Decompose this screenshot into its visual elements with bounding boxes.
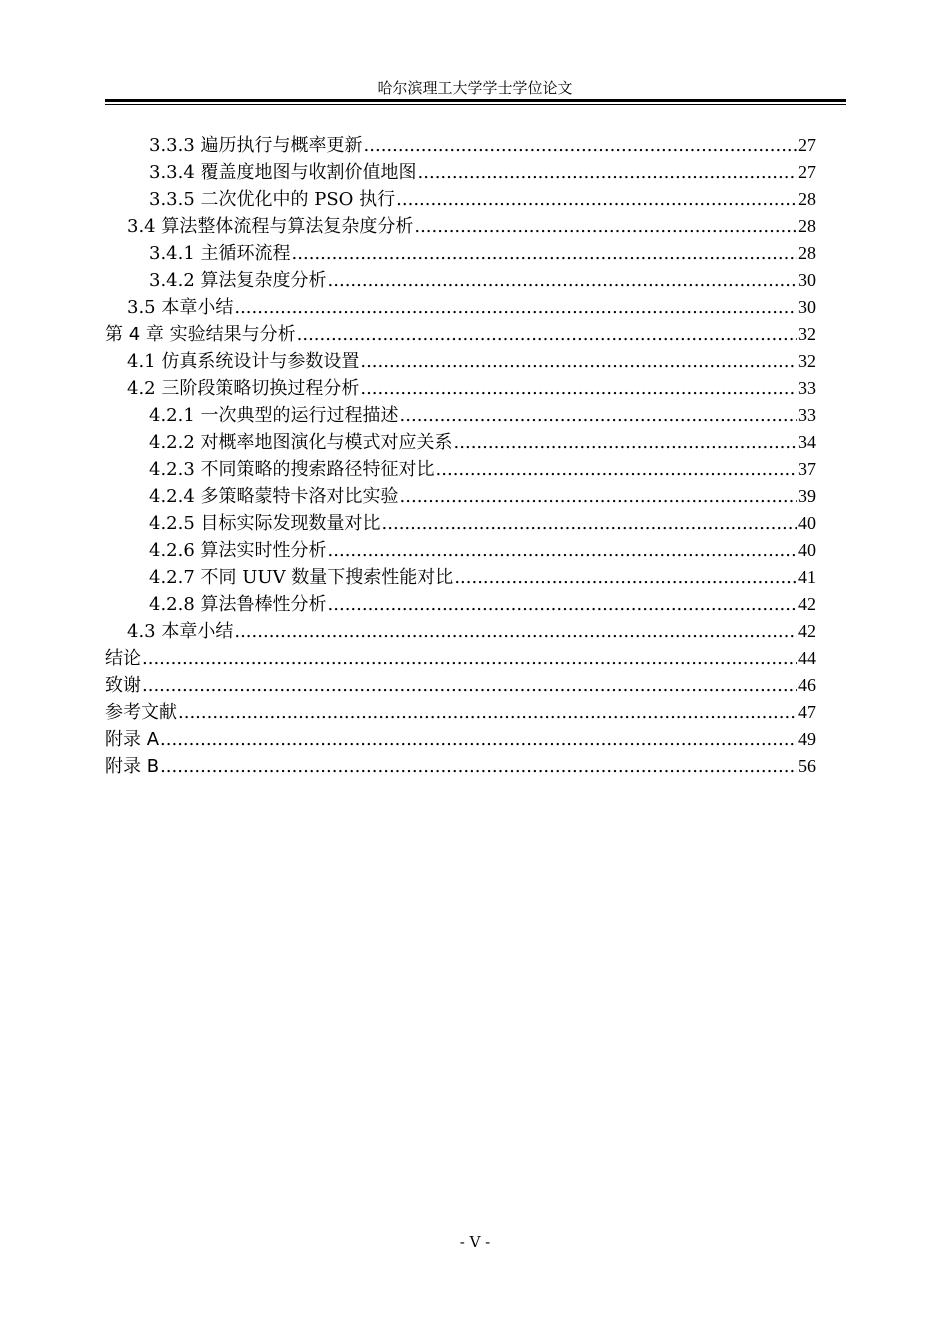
toc-dot-leader (292, 240, 797, 267)
toc-entry-title: 4.2.4 多策略蒙特卡洛对比实验 (149, 486, 399, 507)
toc-entry-title: 3.3.5 二次优化中的 PSO 执行 (149, 189, 396, 210)
toc-entry-title: 3.3.4 覆盖度地图与收割价值地图 (149, 162, 417, 183)
toc-entry[interactable] (105, 159, 816, 186)
toc-entry-title: 4.2.2 对概率地图演化与模式对应关系 (149, 432, 453, 453)
toc-entry-title: 3.4.1 主循环流程 (149, 243, 291, 264)
toc-dot-leader (360, 375, 797, 402)
toc-dot-leader (400, 483, 797, 510)
page-header: 哈尔滨理工大学学士学位论文 (377, 79, 573, 97)
toc-dot-leader (178, 699, 797, 726)
toc-entry[interactable] (105, 483, 816, 510)
toc-entry-page: 32 (798, 324, 816, 344)
toc-entry-title: 3.4.2 算法复杂度分析 (149, 270, 327, 291)
toc-dot-leader (396, 186, 797, 213)
toc-dot-leader (160, 726, 797, 753)
toc-entry-page: 33 (798, 378, 816, 398)
toc-entry[interactable] (105, 726, 816, 753)
toc-dot-leader (360, 348, 797, 375)
toc-dot-leader (328, 591, 797, 618)
toc-entry-page: 28 (798, 243, 816, 263)
toc-dot-leader (297, 321, 797, 348)
toc-entry-page: 34 (798, 432, 816, 452)
toc-entry[interactable] (105, 348, 816, 375)
toc-entry-page: 44 (798, 648, 816, 668)
toc-entry-title: 3.5 本章小结 (127, 297, 234, 318)
toc-entry[interactable] (105, 510, 816, 537)
toc-entry-title: 致谢 (105, 675, 141, 696)
toc-entry-title: 4.2.8 算法鲁棒性分析 (149, 594, 327, 615)
toc-entry-title: 参考文献 (105, 702, 177, 723)
toc-entry-page: 42 (798, 621, 816, 641)
toc-entry-title: 附录 B (105, 756, 160, 777)
toc-entry-title: 4.2.3 不同策略的搜索路径特征对比 (149, 459, 435, 480)
toc-entry[interactable] (105, 456, 816, 483)
toc-entry[interactable] (105, 213, 816, 240)
toc-entry-page: 39 (798, 486, 816, 506)
header-rule-thick (105, 99, 846, 102)
toc-entry[interactable] (105, 537, 816, 564)
toc-dot-leader (328, 267, 797, 294)
toc-entry[interactable] (105, 132, 816, 159)
toc-entry-title: 结论 (105, 648, 141, 669)
toc-entry-page: 30 (798, 297, 816, 317)
toc-entry[interactable] (105, 240, 816, 267)
toc-entry-title: 4.2 三阶段策略切换过程分析 (127, 378, 360, 399)
toc-entry[interactable] (105, 402, 816, 429)
toc-entry-title: 4.1 仿真系统设计与参数设置 (127, 351, 360, 372)
toc-entry-page: 40 (798, 513, 816, 533)
toc-entry-page: 47 (798, 702, 816, 722)
toc-entry[interactable] (105, 375, 816, 402)
toc-entry-title: 附录 A (105, 729, 160, 750)
toc-entry-page: 28 (798, 189, 816, 209)
toc-entry-page: 30 (798, 270, 816, 290)
toc-dot-leader (418, 159, 797, 186)
toc-dot-leader (400, 402, 797, 429)
toc-entry[interactable] (105, 645, 816, 672)
toc-entry-page: 27 (798, 162, 816, 182)
toc-entry-page: 33 (798, 405, 816, 425)
toc-entry-title: 4.2.1 一次典型的运行过程描述 (149, 405, 399, 426)
toc-entry-page: 28 (798, 216, 816, 236)
toc-entry[interactable] (105, 591, 816, 618)
toc-dot-leader (364, 132, 797, 159)
toc-dot-leader (142, 645, 797, 672)
toc-entry-title: 4.3 本章小结 (127, 621, 234, 642)
toc-entry[interactable] (105, 699, 816, 726)
toc-entry[interactable] (105, 429, 816, 456)
toc-entry-page: 49 (798, 729, 816, 749)
toc-entry[interactable] (105, 186, 816, 213)
toc-dot-leader (436, 456, 797, 483)
toc-entry[interactable] (105, 753, 816, 780)
toc-dot-leader (382, 510, 797, 537)
toc-entry-title: 3.3.3 遍历执行与概率更新 (149, 135, 363, 156)
header-rule-thin (105, 104, 846, 105)
toc-entry-page: 27 (798, 135, 816, 155)
toc-entry[interactable] (105, 321, 816, 348)
toc-dot-leader (142, 672, 797, 699)
toc-entry-page: 46 (798, 675, 816, 695)
toc-dot-leader (328, 537, 797, 564)
toc-dot-leader (234, 618, 797, 645)
toc-entry-page: 56 (798, 756, 816, 776)
toc-entry-page: 40 (798, 540, 816, 560)
toc-dot-leader (414, 213, 797, 240)
page-number: - V - (459, 1233, 491, 1251)
toc-entry[interactable] (105, 618, 816, 645)
toc-entry-page: 32 (798, 351, 816, 371)
toc-entry[interactable] (105, 267, 816, 294)
toc-entry-page: 41 (798, 567, 816, 587)
toc-entry-page: 37 (798, 459, 816, 479)
toc-entry-title: 第 4 章 实验结果与分析 (105, 324, 296, 345)
toc-entry-title: 4.2.7 不同 UUV 数量下搜索性能对比 (149, 567, 454, 588)
toc-entry[interactable] (105, 294, 816, 321)
toc-dot-leader (454, 429, 797, 456)
table-of-contents (105, 132, 816, 780)
toc-entry-page: 42 (798, 594, 816, 614)
toc-entry-title: 4.2.6 算法实时性分析 (149, 540, 327, 561)
toc-entry[interactable] (105, 672, 816, 699)
toc-entry[interactable] (105, 564, 816, 591)
toc-dot-leader (160, 753, 797, 780)
toc-entry-title: 4.2.5 目标实际发现数量对比 (149, 513, 381, 534)
toc-dot-leader (454, 564, 797, 591)
toc-dot-leader (234, 294, 797, 321)
toc-entry-title: 3.4 算法整体流程与算法复杂度分析 (127, 216, 414, 237)
